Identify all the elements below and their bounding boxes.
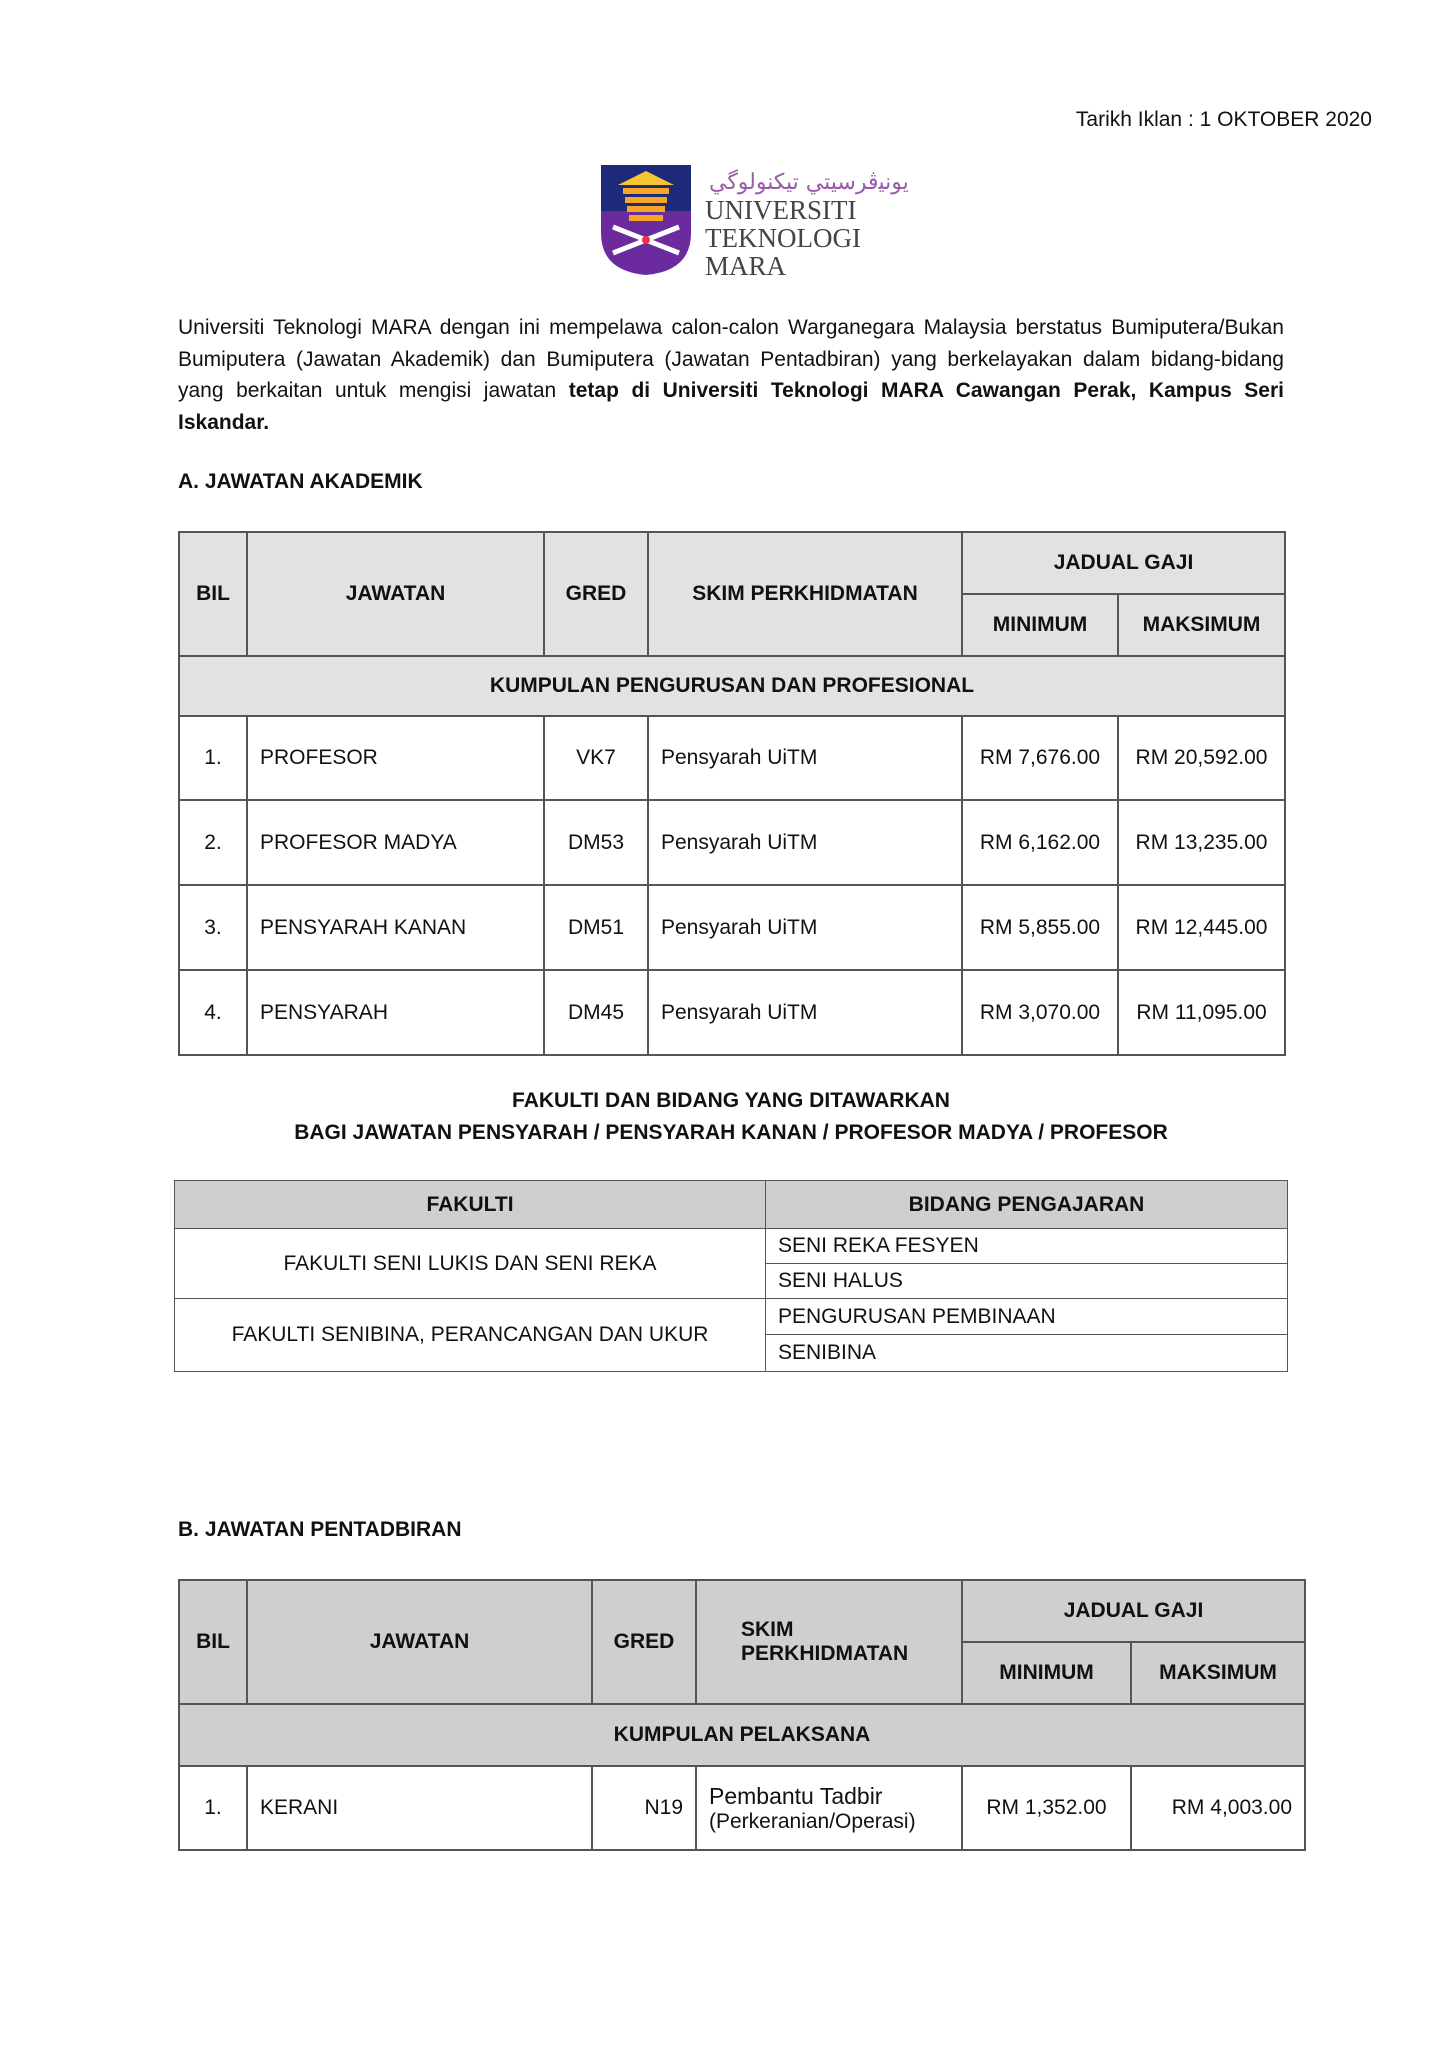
table-row <box>179 800 1285 885</box>
header-skim-line2: PERKHIDMATAN <box>741 1642 909 1665</box>
uitm-logo <box>599 163 909 281</box>
svg-text:UNIVERSITI: UNIVERSITI <box>705 195 857 225</box>
cell-max: RM 4,003.00 <box>1131 1766 1305 1850</box>
header-skim-line1: SKIM <box>741 1618 794 1641</box>
table-row <box>179 885 1285 970</box>
advert-date: Tarikh Iklan : 1 OKTOBER 2020 <box>1075 108 1372 131</box>
faculty-heading-line2: BAGI JAWATAN PENSYARAH / PENSYARAH KANAN / PROFESOR MADYA / PROFESOR <box>294 1121 1168 1144</box>
faculty-table <box>174 1180 1288 1372</box>
cell-max: RM 13,235.00 <box>1118 800 1285 885</box>
cell-skim-line1: Pembantu Tadbir <box>709 1782 883 1809</box>
header-bidang: BIDANG PENGAJARAN <box>766 1181 1288 1229</box>
cell-min: RM 1,352.00 <box>962 1766 1131 1850</box>
cell-fakulti: FAKULTI SENI LUKIS DAN SENI REKA <box>175 1229 766 1299</box>
header-jadual-gaji: JADUAL GAJI <box>962 532 1285 594</box>
cell-gred: DM51 <box>544 885 648 970</box>
intro-text: Universiti Teknologi MARA dengan ini mempelawa calon-calon Warganegara Malaysia berstatus Bumiputera/Bukan Bumiputera (Jawatan Akademik) dan Bumiputera (Jawatan Pentadbiran) yang berkelayakan dalam bidang-bidang yang berkaitan untuk mengisi jawatan <box>178 316 1284 403</box>
cell-bidang: SENIBINA <box>766 1335 1288 1372</box>
section-a-title: A. JAWATAN AKADEMIK <box>178 470 423 493</box>
cell-bil: 1. <box>179 716 247 800</box>
uitm-crest-icon <box>599 163 909 281</box>
header-bil: BIL <box>179 1580 247 1704</box>
header-jawatan: JAWATAN <box>247 532 544 656</box>
table-row <box>179 970 1285 1055</box>
header-jadual-gaji: JADUAL GAJI <box>962 1580 1305 1642</box>
cell-bil: 2. <box>179 800 247 885</box>
header-gred: GRED <box>592 1580 696 1704</box>
cell-jawatan: PENSYARAH KANAN <box>247 885 544 970</box>
cell-jawatan: PROFESOR MADYA <box>247 800 544 885</box>
cell-skim: Pensyarah UiTM <box>648 800 962 885</box>
cell-max: RM 12,445.00 <box>1118 885 1285 970</box>
cell-gred: VK7 <box>544 716 648 800</box>
svg-text:MARA: MARA <box>705 251 787 281</box>
table-row <box>179 716 1285 800</box>
header-skim <box>696 1580 962 1704</box>
cell-bil: 4. <box>179 970 247 1055</box>
header-maksimum: MAKSIMUM <box>1131 1642 1305 1704</box>
header-bil: BIL <box>179 532 247 656</box>
svg-text:TEKNOLOGI: TEKNOLOGI <box>705 223 861 253</box>
header-maksimum: MAKSIMUM <box>1118 594 1285 656</box>
cell-min: RM 3,070.00 <box>962 970 1118 1055</box>
cell-min: RM 7,676.00 <box>962 716 1118 800</box>
cell-skim-line2: (Perkeranian/Operasi) <box>709 1809 916 1833</box>
academic-positions-table <box>178 531 1286 1056</box>
section-b-title: B. JAWATAN PENTADBIRAN <box>178 1518 462 1541</box>
group-row: KUMPULAN PENGURUSAN DAN PROFESIONAL <box>179 656 1285 716</box>
cell-bidang: SENI REKA FESYEN <box>766 1229 1288 1264</box>
header-skim: SKIM PERKHIDMATAN <box>648 532 962 656</box>
cell-fakulti: FAKULTI SENIBINA, PERANCANGAN DAN UKUR <box>175 1299 766 1372</box>
intro-paragraph <box>178 312 1284 438</box>
header-fakulti: FAKULTI <box>175 1181 766 1229</box>
faculty-heading-line1: FAKULTI DAN BIDANG YANG DITAWARKAN <box>512 1089 950 1112</box>
header-minimum: MINIMUM <box>962 594 1118 656</box>
header-minimum: MINIMUM <box>962 1642 1131 1704</box>
cell-jawatan: PROFESOR <box>247 716 544 800</box>
group-row: KUMPULAN PELAKSANA <box>179 1704 1305 1766</box>
cell-jawatan: PENSYARAH <box>247 970 544 1055</box>
cell-jawatan: KERANI <box>247 1766 592 1850</box>
admin-positions-table <box>178 1579 1306 1851</box>
cell-skim: Pensyarah UiTM <box>648 970 962 1055</box>
faculty-heading <box>178 1085 1284 1149</box>
cell-bil: 1. <box>179 1766 247 1850</box>
header-jawatan: JAWATAN <box>247 1580 592 1704</box>
header-gred: GRED <box>544 532 648 656</box>
cell-bidang: PENGURUSAN PEMBINAAN <box>766 1299 1288 1335</box>
cell-skim: Pensyarah UiTM <box>648 716 962 800</box>
cell-gred: DM53 <box>544 800 648 885</box>
svg-text:ﻳﻮﻧﻴﭬﺮﺳﻴﺘﻲ ﺗﻴﻜﻨﻮﻟﻮﮔﻲ: ﻳﻮﻧﻴﭬﺮﺳﻴﺘﻲ ﺗﻴﻜﻨﻮﻟﻮﮔﻲ <box>709 170 909 195</box>
intro-bold-text: tetap di Universiti Teknologi MARA Cawangan Perak, Kampus Seri Iskandar. <box>178 379 1284 434</box>
table-row <box>179 1766 1305 1850</box>
cell-gred: N19 <box>592 1766 696 1850</box>
cell-gred: DM45 <box>544 970 648 1055</box>
cell-bidang: SENI HALUS <box>766 1264 1288 1299</box>
cell-skim <box>696 1766 962 1850</box>
cell-max: RM 20,592.00 <box>1118 716 1285 800</box>
cell-bil: 3. <box>179 885 247 970</box>
cell-max: RM 11,095.00 <box>1118 970 1285 1055</box>
cell-min: RM 6,162.00 <box>962 800 1118 885</box>
cell-min: RM 5,855.00 <box>962 885 1118 970</box>
cell-skim: Pensyarah UiTM <box>648 885 962 970</box>
